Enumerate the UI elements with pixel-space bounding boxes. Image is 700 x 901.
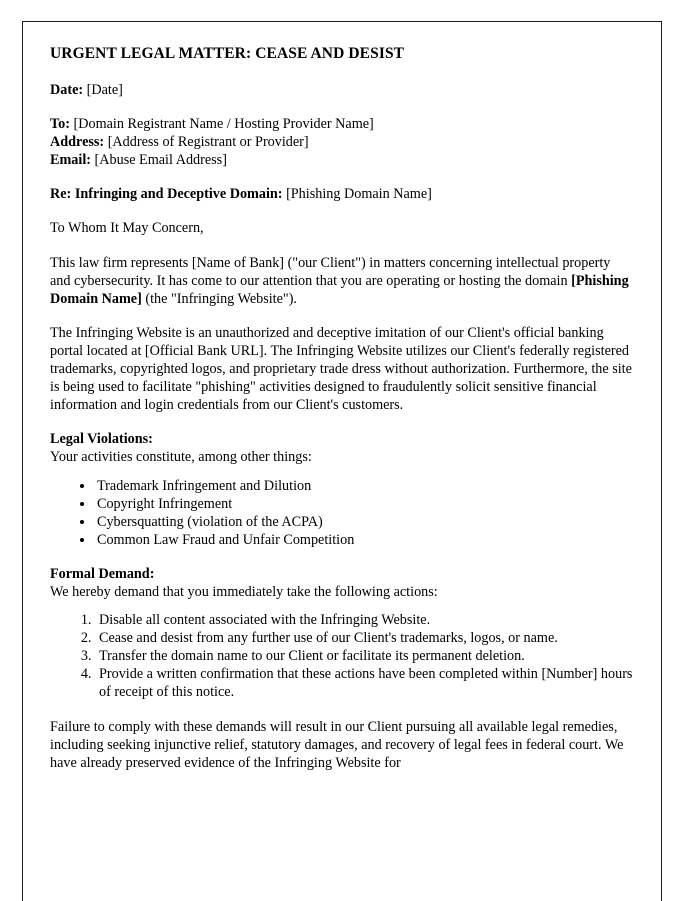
subject-line: [50, 185, 634, 203]
intro-paragraph-domain: [Phishing Domain Name]: [50, 272, 629, 307]
date-value: [Date]: [86, 82, 123, 98]
demand-list: [50, 611, 634, 701]
body-paragraph: The Infringing Website is an unauthorized and deceptive imitation of our Client's official banking portal located at [Official Bank URL]. The Infringing Website utilizes our Client's federally registered trademarks, copyrighted logos, and proprietary trade dress without authorization. Furthermore, the site is being used to facilitate "phishing" activities designed to fraudulently solicit sensitive financial information and login credentials from our Client's customers.: [50, 324, 632, 414]
recipient-block: [50, 115, 634, 169]
recipient-address-label: Address:: [50, 134, 105, 151]
date-line: [50, 81, 634, 99]
intro-paragraph-part1: This law firm represents [Name of Bank] ("our Client") in matters concerning intellectual property and cybersecurity. It has come to our attention that you are operating or hosting the domain: [50, 254, 611, 289]
recipient-email-line: [50, 151, 634, 169]
recipient-to-line: [50, 115, 634, 133]
intro-paragraph-part2: (the "Infringing Website").: [141, 290, 297, 307]
list-item: • Common Law Fraud and Unfair Competition: [95, 531, 634, 549]
closing-paragraph: Failure to comply with these demands will result in our Client pursuing all available legal remedies, including seeking injunctive relief, statutory damages, and recovery of legal fees in federal court. We have already preserved evidence of the Infringing Website for: [50, 718, 624, 771]
list-item: 1. Disable all content associated with the Infringing Website.: [95, 611, 634, 629]
intro-paragraph: [50, 254, 634, 308]
document-page: [22, 21, 662, 901]
recipient-address-value: [Address of Registrant or Provider]: [107, 134, 309, 151]
recipient-address-line: [50, 133, 634, 151]
list-item: 3. Transfer the domain name to our Client or facilitate its permanent deletion.: [95, 647, 634, 665]
salutation: To Whom It May Concern,: [50, 220, 204, 237]
recipient-to-label: To:: [50, 116, 70, 133]
recipient-email-value: [Abuse Email Address]: [94, 152, 227, 169]
list-item: • Cybersquatting (violation of the ACPA): [95, 513, 634, 531]
date-label: Date:: [50, 82, 84, 98]
violations-lead: Your activities constitute, among other things:: [50, 449, 312, 466]
document-content: [23, 22, 661, 772]
demand-lead: We hereby demand that you immediately take the following actions:: [50, 583, 438, 600]
list-item: 4. Provide a written confirmation that these actions have been completed within [Number] hours of receipt of this notice.: [95, 665, 634, 701]
recipient-to-value: [Domain Registrant Name / Hosting Provider Name]: [73, 116, 374, 133]
list-item: • Trademark Infringement and Dilution: [95, 477, 634, 495]
demand-heading: Formal Demand:: [50, 565, 155, 582]
subject-label: Re: Infringing and Deceptive Domain:: [50, 186, 283, 203]
page-title: URGENT LEGAL MATTER: CEASE AND DESIST: [50, 45, 405, 62]
list-item: • Copyright Infringement: [95, 495, 634, 513]
violations-heading: Legal Violations:: [50, 431, 153, 448]
list-item: 2. Cease and desist from any further use of our Client's trademarks, logos, or name.: [95, 629, 634, 647]
subject-value: [Phishing Domain Name]: [286, 186, 432, 203]
violations-list: [50, 477, 634, 549]
recipient-email-label: Email:: [50, 152, 91, 169]
